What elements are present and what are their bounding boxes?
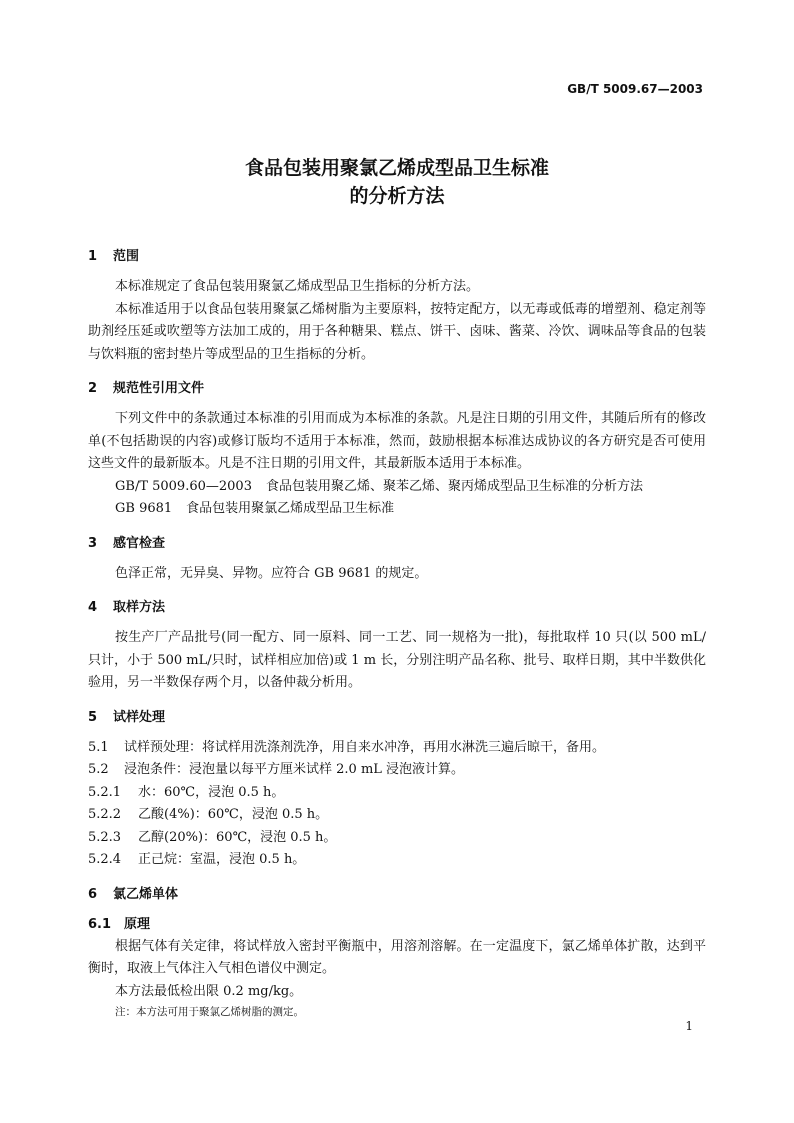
document-body — [88, 246, 706, 1021]
section-number: 2 — [88, 381, 98, 396]
clause-text: 试样预处理：将试样用洗涤剂洗净，用自来水冲净，再用水淋洗三遍后晾干，备用。 — [124, 739, 606, 755]
section-heading-sample-treatment — [88, 707, 706, 729]
paragraph: 色泽正常，无异臭、异物。应符合 GB 9681 的规定。 — [115, 565, 428, 581]
clause — [88, 827, 706, 850]
reference-title: 食品包装用聚乙烯、聚苯乙烯、聚丙烯成型品卫生标准的分析方法 — [265, 478, 643, 494]
section-title: 氯乙烯单体 — [113, 886, 179, 902]
clause — [88, 804, 706, 827]
paragraph: 本标准规定了食品包装用聚氯乙烯成型品卫生指标的分析方法。 — [115, 279, 480, 294]
section-heading-normative-references — [88, 378, 706, 400]
page-number: 1 — [685, 1019, 693, 1033]
section-heading-sampling-method — [88, 597, 706, 619]
clause-number: 5.2 — [88, 762, 109, 777]
section-number: 4 — [88, 600, 98, 615]
note: 注：本方法可用于聚氯乙烯树脂的测定。 — [115, 1006, 304, 1018]
clause — [88, 737, 706, 760]
clause-number: 5.2.3 — [88, 829, 122, 845]
clause-text: 浸泡条件：浸泡量以每平方厘米试样 2.0 mL 浸泡液计算。 — [124, 762, 465, 777]
section-title: 取样方法 — [113, 600, 166, 615]
clause — [88, 759, 706, 782]
paragraph: 根据气体有关定律，将试样放入密封平衡瓶中，用溶剂溶解。在一定温度下，氯乙烯单体扩散，达到平衡时，取液上气体注入气相色谱仪中测定。 — [88, 938, 706, 976]
clause-text: 正己烷：室温，浸泡 0.5 h。 — [138, 852, 306, 867]
clause — [88, 849, 706, 872]
section-title: 感官检查 — [113, 535, 166, 551]
clause-number: 5.1 — [88, 739, 109, 755]
section-heading-scope — [88, 246, 706, 268]
section-title: 试样处理 — [113, 709, 166, 725]
section-title: 范围 — [113, 249, 140, 264]
reference-code: GB/T 5009.60—2003 — [115, 478, 252, 494]
paragraph: 下列文件中的条款通过本标准的引用而成为本标准的条款。凡是注日期的引用文件，其随后所有的修改单(不包括勘误的内容)或修订版均不适用于本标准，然而，鼓励根据本标准达成协议的各方研究是否可使用这些文件的最新版本。凡是不注日期的引用文件，其最新版本适用于本标准。 — [88, 411, 706, 471]
subsection-heading-principle — [88, 914, 706, 936]
section-number: 5 — [88, 709, 98, 725]
section-number: 3 — [88, 535, 98, 551]
clause-text: 乙醇(20%)：60℃，浸泡 0.5 h。 — [138, 829, 337, 845]
subsection-number: 6.1 — [88, 916, 112, 932]
clause-text: 乙酸(4%)：60℃，浸泡 0.5 h。 — [138, 807, 329, 822]
section-title: 规范性引用文件 — [113, 381, 205, 396]
document-title-line-2: 的分析方法 — [349, 185, 445, 207]
clause-number: 5.2.2 — [88, 807, 122, 822]
reference-item — [88, 476, 706, 499]
section-number: 6 — [88, 886, 98, 902]
standard-number: GB/T 5009.67—2003 — [567, 82, 703, 96]
clause-text: 水：60℃，浸泡 0.5 h。 — [138, 784, 285, 800]
section-heading-sensory-inspection — [88, 533, 706, 555]
paragraph: 按生产厂产品批号(同一配方、同一原料、同一工艺、同一规格为一批)，每批取样 10 只(以 500 mL/只计，小于 500 mL/只时，试样相应加倍)或 1 m 长，分别注明产品名称、批号、取样日期，其中半数供化验用，另一半数保存两个月，以备仲裁分析用。 — [88, 630, 706, 690]
reference-code: GB 9681 — [115, 501, 173, 516]
section-number: 1 — [88, 249, 98, 264]
clause-number: 5.2.1 — [88, 784, 122, 800]
document-title-line-1: 食品包装用聚氯乙烯成型品卫生标准 — [244, 157, 549, 179]
paragraph: 本方法最低检出限 0.2 mg/kg。 — [115, 983, 303, 999]
reference-title: 食品包装用聚氯乙烯成型品卫生标准 — [186, 501, 395, 516]
clause-number: 5.2.4 — [88, 852, 122, 867]
reference-item — [88, 498, 706, 521]
clause — [88, 782, 706, 805]
subsection-title: 原理 — [124, 916, 151, 932]
paragraph: 本标准适用于以食品包装用聚氯乙烯树脂为主要原料，按特定配方，以无毒或低毒的增塑剂、稳定剂等助剂经压延或吹塑等方法加工成的，用于各种糖果、糕点、饼干、卤味、酱菜、冷饮、调味品等食品的包装与饮料瓶的密封垫片等成型品的卫生指标的分析。 — [88, 301, 706, 362]
section-heading-vinyl-chloride-monomer — [88, 884, 706, 906]
